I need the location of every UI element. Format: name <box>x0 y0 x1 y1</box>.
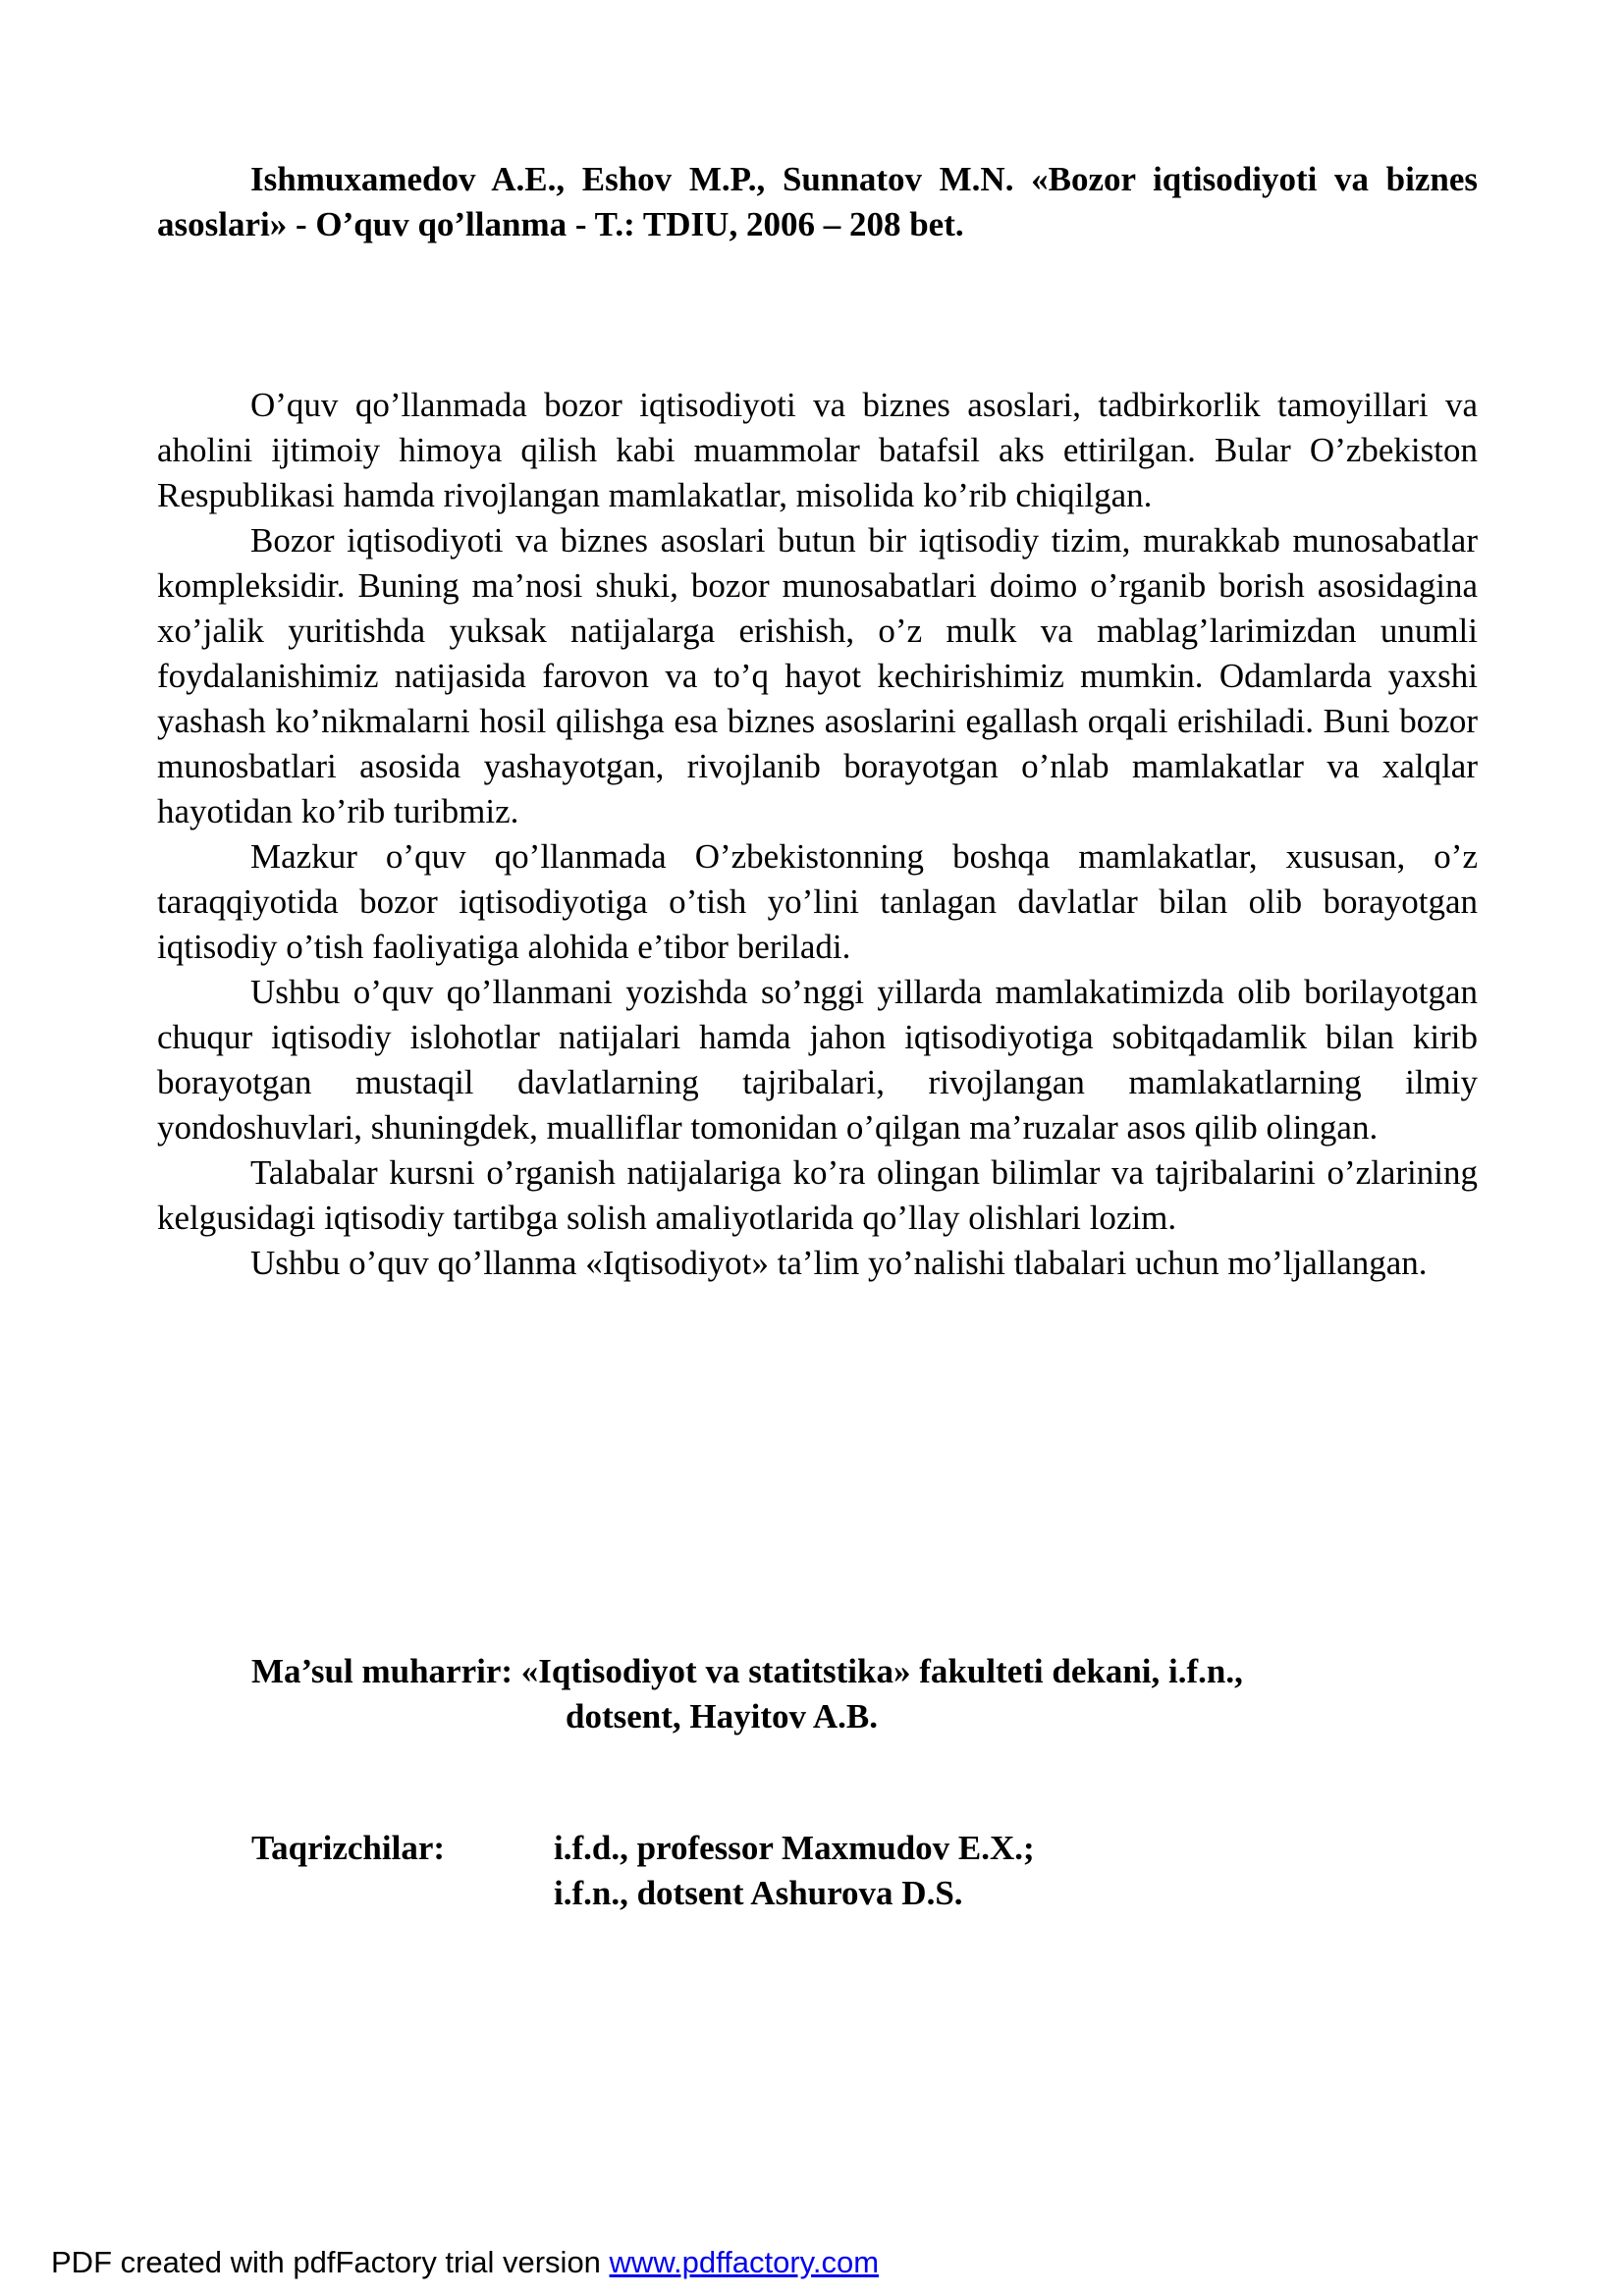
pdf-footer <box>51 2245 879 2280</box>
editor-line-2: dotsent, Hayitov A.B. <box>566 1697 878 1735</box>
reviewers-label: Taqrizchilar: <box>251 1829 446 1867</box>
responsible-editor <box>157 1649 1478 1739</box>
abstract-paragraph: Talabalar kursni o’rganish natijalariga ko’ra olingan bilimlar va tajribalarini o’zlarining kelgusidagi iqtisodiy tartibga solish amaliyotlarida qo’llay olishlari lozim. <box>157 1153 1478 1237</box>
abstract-paragraph: Mazkur o’quv qo’llanmada O’zbekistonning boshqa mamlakatlar, xususan, o’z taraqqiyotida bozor iqtisodiyotiga o’tish yo’lini tanlagan davlatlar bilan olib borayotgan iqtisodiy o’tish faoliyatiga alohida e’tibor beriladi. <box>157 837 1478 966</box>
reviewer-name: i.f.d., professor Maxmudov E.X.; <box>554 1829 1035 1867</box>
pdffactory-link[interactable]: www.pdffactory.com <box>609 2245 880 2279</box>
reviewer-name: i.f.n., dotsent Ashurova D.S. <box>554 1874 963 1912</box>
abstract-paragraph: Ushbu o’quv qo’llanma «Iqtisodiyot» ta’lim yo’nalishi tlabalari uchun mo’ljallangan. <box>250 1244 1428 1282</box>
bibliographic-reference: Ishmuxamedov A.E., Eshov M.P., Sunnatov M.N. «Bozor iqtisodiyoti va biznes asoslari» - O’quv qo’llanma - T.: TDIU, 2006 – 208 bet. <box>157 160 1478 243</box>
abstract-text <box>157 383 1478 1286</box>
abstract-paragraph: Ushbu o’quv qo’llanmani yozishda so’nggi yillarda mamlakatimizda olib borilayotgan chuqur iqtisodiy islohotlar natijalari hamda jahon iqtisodiyotiga sobitqadamlik bilan kirib borayotgan mustaqil davlatlarning tajribalari, rivojlangan mamlakatlarning ilmiy yondoshuvlari, shuningdek, mualliflar tomonidan o’qilgan ma’ruzalar asos qilib olingan. <box>157 973 1478 1147</box>
footer-text: PDF created with pdfFactory trial version <box>51 2245 610 2279</box>
abstract-paragraph: O’quv qo’llanmada bozor iqtisodiyoti va biznes asoslari, tadbirkorlik tamoyillari va aholini ijtimoiy himoya qilish kabi muammolar batafsil aks ettirilgan. Bular O’zbekiston Respublikasi hamda rivojlangan mamlakatlar, misolida ko’rib chiqilgan. <box>157 386 1478 514</box>
abstract-paragraph: Bozor iqtisodiyoti va biznes asoslari butun bir iqtisodiy tizim, murakkab munosabatlar kompleksidir. Buning ma’nosi shuki, bozor munosabatlari doimo o’rganib borish asosidagina xo’jalik yuritishda yuksak natijalarga erishish, o’z mulk va mablag’larimizdan unumli foydalanishimiz natijasida farovon va to’q hayot kechirishimiz mumkin. Odamlarda yaxshi yashash ko’nikmalarni hosil qilishga esa biznes asoslarini egallash orqali erishiladi. Buni bozor munosbatlari asosida yashayotgan, rivojlanib borayotgan o’nlab mamlakatlar va xalqlar hayotidan ko’rib turibmiz. <box>157 521 1478 830</box>
editor-line-1: Ma’sul muharrir: «Iqtisodiyot va statitstika» fakulteti dekani, i.f.n., <box>251 1652 1243 1690</box>
reviewers-names <box>554 1826 1035 1916</box>
